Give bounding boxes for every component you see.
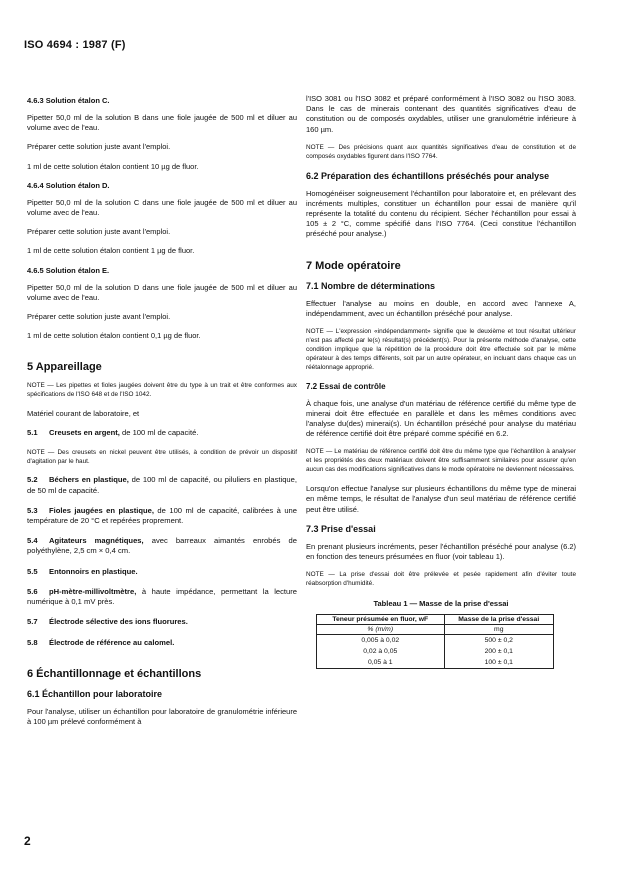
paragraph: Pipetter 50,0 ml de la solution B dans une fiole jaugée de 500 ml et diluer au volume avec de l'eau. <box>27 113 297 133</box>
list-item: 5.8 Électrode de référence au calomel. <box>27 637 175 647</box>
list-item: 5.3 Fioles jaugées en plastique, de 100 ml de capacité, calibrées à une température de 20 °C et repérées proprement. <box>27 505 297 526</box>
section-6-2-title: 6.2 Préparation des échantillons préséchés pour analyse <box>306 170 550 181</box>
paragraph: Matériel courant de laboratoire, et <box>27 409 140 419</box>
right-column <box>306 94 576 669</box>
note: NOTE — Les pipettes et fioles jaugées doivent être du type à un trait et être conformes aux spécifications de l'ISO 648 et de l'ISO 1042. <box>27 382 297 399</box>
table-row <box>317 634 554 646</box>
table-cell: 200 ± 0,1 <box>444 646 553 657</box>
table-unit-cell: % (m/m) <box>317 624 445 634</box>
list-item: 5.4 Agitateurs magnétiques, avec barreaux aimantés enrobés de polyéthylène, 2,5 cm × 0,4 cm. <box>27 536 297 556</box>
paragraph: Effectuer l'analyse au moins en double, en accord avec l'annexe A, indépendamment, avec un échantillon préséché pour analyse. <box>306 298 576 318</box>
section-4-6-5-title: 4.6.5 Solution étalon E. <box>27 265 110 275</box>
page-number: 2 <box>24 834 31 848</box>
mass-table <box>316 614 554 669</box>
paragraph: Préparer cette solution juste avant l'emploi. <box>27 227 171 237</box>
paragraph: Pipetter 50,0 ml de la solution C dans une fiole jaugée de 500 ml et diluer au volume avec de l'eau. <box>27 197 297 218</box>
section-7-3-title: 7.3 Prise d'essai <box>306 523 376 534</box>
list-item: 5.6 pH-mètre-millivoltmètre, à haute impédance, permettant la lecture numérique à 0,1 mV près. <box>27 586 297 607</box>
section-4-6-4-title: 4.6.4 Solution étalon D. <box>27 180 110 190</box>
section-7-1-title: 7.1 Nombre de déterminations <box>306 280 436 291</box>
list-item: 5.7 Électrode sélective des ions fluorures. <box>27 617 188 627</box>
paragraph: l'ISO 3081 ou l'ISO 3082 et préparé conformément à l'ISO 3082 ou l'ISO 3083. Dans le cas de minerais contenant des quantités significatives d'eau de constitution ou de composés oxydables, utiliser une granulométrie inférieure à 160 µm. <box>306 94 576 134</box>
list-item: 5.5 Entonnoirs en plastique. <box>27 566 138 576</box>
table-header-cell: Masse de la prise d'essai <box>444 614 553 624</box>
paragraph: 1 ml de cette solution étalon contient 1 µg de fluor. <box>27 246 195 256</box>
paragraph: 1 ml de cette solution étalon contient 10 µg de fluor. <box>27 161 199 171</box>
left-column <box>27 96 297 736</box>
note: NOTE — L'expression «indépendamment» signifie que le deuxième et tout résultat ultérieur n'est pas affecté par le(s) résultat(s) précédent(s). Pour la présente méthode d'analyse, cette condition implique que la répétition de la procédure doit être effectuée soit par le même opérateur à des temps différents, soit par un autre opérateur, en incluant dans chaque cas un réétalonnage approprié. <box>306 328 576 371</box>
paragraph: Préparer cette solution juste avant l'emploi. <box>27 142 171 152</box>
paragraph: 1 ml de cette solution étalon contient 0,1 µg de fluor. <box>27 331 201 341</box>
section-6-title: 6 Échantillonnage et échantillons <box>27 667 202 680</box>
paragraph: Préparer cette solution juste avant l'emploi. <box>27 312 171 322</box>
section-7-2-title: 7.2 Essai de contrôle <box>306 381 386 391</box>
section-4-6-3-title: 4.6.3 Solution étalon C. <box>27 96 110 105</box>
table-cell: 100 ± 0,1 <box>444 657 553 669</box>
list-item: 5.2 Béchers en plastique, de 100 ml de capacité, ou piluliers en plastique, de 50 ml de capacité. <box>27 475 297 495</box>
paragraph: En prenant plusieurs incréments, peser l'échantillon préséché pour analyse (6.2) en fonction des teneurs présumées en fluor (voir tableau 1). <box>306 541 576 561</box>
note: NOTE — La prise d'essai doit être prélevée et pesée rapidement afin d'éviter toute réabsorption d'humidité. <box>306 571 576 588</box>
paragraph: Pour l'analyse, utiliser un échantillon pour laboratoire de granulométrie inférieure à 100 µm prélevé conformément à <box>27 706 297 726</box>
table-cell: 0,02 à 0,05 <box>317 646 445 657</box>
note: NOTE — Des précisions quant aux quantités significatives d'eau de constitution et de composés oxydables figurent dans l'ISO 7764. <box>306 143 576 160</box>
table-cell: 500 ± 0,2 <box>444 634 553 646</box>
table-row <box>317 657 554 669</box>
paragraph: Homogénéiser soigneusement l'échantillon pour laboratoire et, en prélevant des incréments multiples, constituer un échantillon pour essai de manière qu'il représente la totalité du contenu du récipient. Sécher l'échantillon pour essai à 105 ± 2 °C, comme spécifié dans l'ISO 7764. (Ceci constitue l'échantillon préséché pour analyse.) <box>306 188 576 239</box>
list-item: 5.1 Creusets en argent, de 100 ml de capacité. <box>27 428 199 438</box>
table-cell: 0,05 à 1 <box>317 657 445 669</box>
table-header-cell: Teneur présumée en fluor, wF <box>317 614 445 624</box>
section-7-title: 7 Mode opératoire <box>306 259 401 272</box>
table-row <box>317 646 554 657</box>
paragraph: Pipetter 50,0 ml de la solution D dans une fiole jaugée de 500 ml et diluer au volume avec de l'eau. <box>27 282 297 302</box>
section-5-title: 5 Appareillage <box>27 361 102 374</box>
page-header: ISO 4694 : 1987 (F) <box>24 39 126 51</box>
table-caption: Tableau 1 — Masse de la prise d'essai <box>373 598 509 608</box>
paragraph: Lorsqu'on effectue l'analyse sur plusieurs échantillons du même type de minerai en même temps, le résultat de l'analyse d'un seul matériau de référence certifié peut être utilisé. <box>306 484 576 514</box>
table-unit-cell: mg <box>444 624 553 634</box>
section-6-1-title: 6.1 Échantillon pour laboratoire <box>27 688 163 699</box>
note: NOTE — Des creusets en nickel peuvent être utilisés, à condition de prévoir un dispositif d'agitation par le haut. <box>27 448 297 465</box>
paragraph: À chaque fois, une analyse d'un matériau de référence certifié du même type de minerai doit être effectuée en parallèle et dans les mêmes conditions avec l'analyse du(des) minerai(s). Un échantillon préséché pour analyse du matériau de référence certifié doit être préparé comme spécifié en 6.2. <box>306 398 576 439</box>
table-cell: 0,005 à 0,02 <box>317 634 445 646</box>
note: NOTE — Le matériau de référence certifié doit être du même type que l'échantillon à analyser et les propriétés des deux matériaux doivent être suffisamment similaires pour assurer qu'en aucun cas des modifications significatives dans le mode opératoire ne deviennent nécessaires. <box>306 448 576 474</box>
